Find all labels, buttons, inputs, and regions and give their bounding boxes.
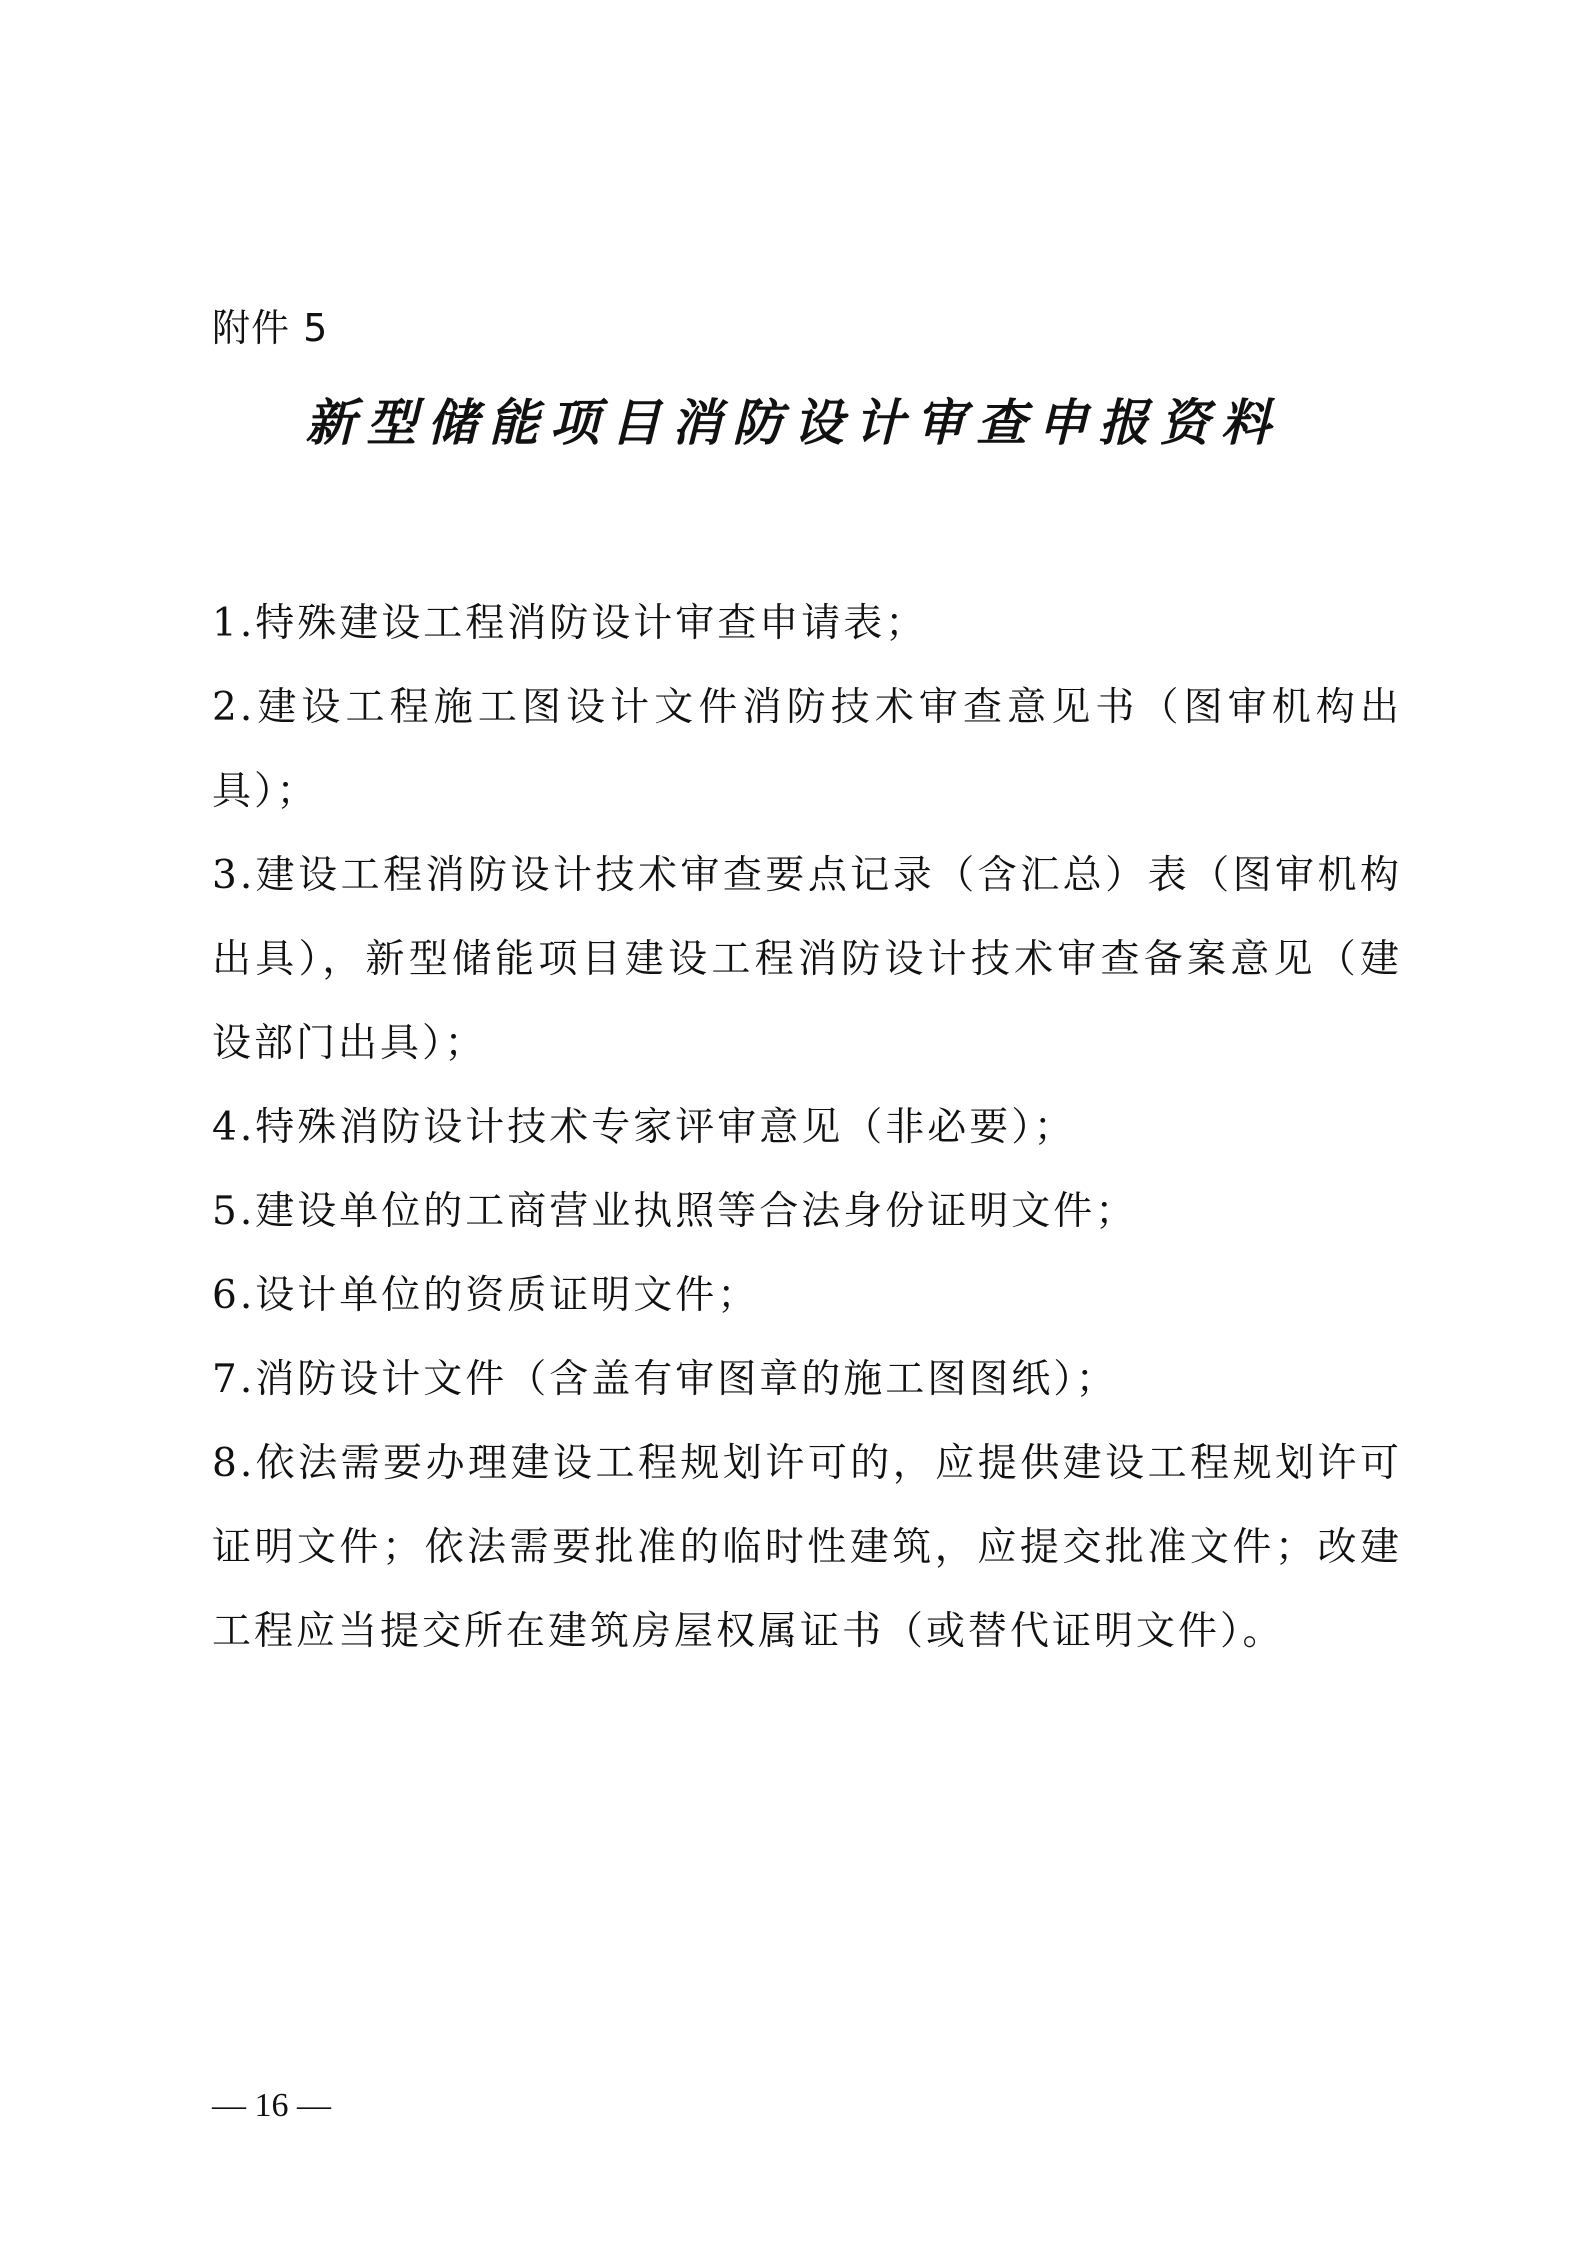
requirement-item: 4.特殊消防设计技术专家评审意见（非必要）； — [212, 1105, 1076, 1150]
requirement-item: 2.建设工程施工图设计文件消防技术审查意见书（图审机构出具）； — [212, 685, 1402, 814]
requirement-item: 6.设计单位的资质证明文件； — [212, 1273, 760, 1318]
requirement-item: 5.建设单位的工商营业执照等合法身份证明文件； — [212, 1189, 1138, 1234]
page-number: — 16 — — [212, 2087, 331, 2124]
requirement-item: 3.建设工程消防设计技术审查要点记录（含汇总）表（图审机构出具），新型储能项目建设工程消防设计技术审查备案意见（建设部门出具）； — [212, 853, 1402, 1066]
requirement-item: 7.消防设计文件（含盖有审图章的施工图图纸）； — [212, 1357, 1118, 1402]
requirement-item: 8.依法需要办理建设工程规划许可的，应提供建设工程规划许可证明文件；依法需要批准的临时性建筑，应提交批准文件；改建工程应当提交所在建筑房屋权属证书（或替代证明文件）。 — [212, 1441, 1402, 1654]
document-title: 新型储能项目消防设计审查申报资料 — [305, 393, 1282, 452]
attachment-label: 附件 5 — [212, 306, 329, 350]
requirement-item: 1.特殊建设工程消防设计审查申请表； — [212, 601, 928, 646]
requirements-list — [212, 582, 1402, 1674]
